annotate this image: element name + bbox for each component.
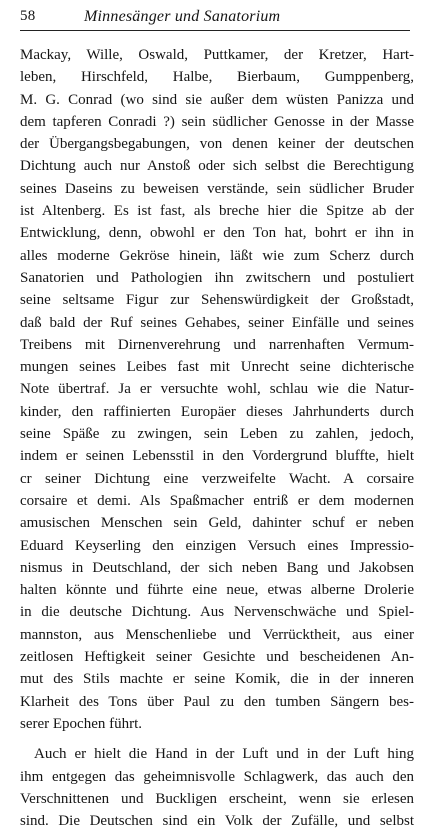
text-line: seines Daseins zu beweisen verstände, sein südlicher Bruder (20, 180, 414, 197)
text-line: in die deutsche Dichtung. Aus Nervenschwäche und Spiel- (20, 604, 414, 621)
text-line: Treibens mit Dirnenverehrung und narrenhaften Vermum- (20, 336, 414, 353)
text-line: alles moderne Gekröse hinein, läßt wie zum Scherz durch (20, 247, 414, 264)
text-line: corsaire et demi. Als Spaßmacher entriß er dem modernen (20, 492, 414, 509)
text-line: mannston, aus Menschenliebe und Verrücktheit, aus einer (20, 626, 414, 643)
page-number: 58 (20, 8, 36, 24)
page-header (20, 4, 410, 31)
body-text (20, 44, 414, 832)
text-line: Verschnittenen und Buckligen erscheint, wenn sie erlesen (20, 790, 414, 807)
text-line: mungen seines Leibes fast mit Unrecht seine dichterische (20, 359, 414, 376)
text-line: Note übertraf. Ja er versuchte wohl, schlau wie die Natur- (20, 381, 414, 398)
text-line: seine Späße zu zwingen, sein Leben zu zahlen, jedoch, (20, 426, 414, 443)
text-line: leben, Hirschfeld, Halbe, Bierbaum, Gumppenberg, (20, 69, 414, 86)
text-line: Mackay, Wille, Oswald, Puttkamer, der Kretzer, Hart- (20, 47, 414, 63)
text-line: ist Altenberg. Es ist fast, als breche hier die Spitze ab der (20, 203, 414, 220)
text-line: indem er seinen Lebensstil in den Vordergrund bluffte, hielt (20, 448, 414, 465)
text-line: Dichtung auch nur Anstoß oder sich selbst die Berechtigung (20, 158, 414, 175)
paragraph-1 (20, 44, 414, 735)
text-line: zeitlosen Heftigkeit seiner Gesichte und bescheidenen An- (20, 649, 414, 666)
text-line: daß bald der Ruf seines Gehabes, seiner Einfälle und seines (20, 314, 414, 331)
text-line: mut des Stils machte er seine Komik, die in der inneren (20, 671, 414, 688)
text-line: Entwicklung, denn, obwohl er den Ton hat, bohrt er ihn in (20, 225, 414, 242)
text-line: serer Epochen führt. (20, 715, 143, 732)
text-line: Klarheit des Tons über Paul zu den tumben Sängern bes- (20, 693, 414, 710)
text-line: ihm entgegen das geheimnisvolle Schlagwerk, das auch den (20, 768, 414, 785)
text-line: sind. Die Deutschen sind ein Volk der Zufälle, und selbst (20, 813, 414, 830)
text-line: nismus in Deutschland, der sich neben Bang und Jakobsen (20, 559, 414, 576)
text-line: amusischen Menschen sein Geld, dahinter schuf er neben (20, 515, 414, 532)
running-title: Minnesänger und Sanatorium (84, 8, 281, 25)
text-line: cr seiner Dichtung eine verzweifelte Wacht. A corsaire (20, 470, 414, 487)
text-line: halten könnte und führte eine neue, etwas alberne Drolerie (20, 582, 414, 599)
text-line: Eduard Keyserling den einzigen Versuch eines Impressio- (20, 537, 414, 554)
text-line: Auch er hielt die Hand in der Luft und in der Luft hing (34, 746, 414, 763)
text-line: kinder, den raffinierten Europäer dieses Jahrhunderts durch (20, 403, 414, 420)
text-line: seine seltsame Figur zur Sehenswürdigkeit der Großstadt, (20, 292, 414, 309)
text-line: dem tapferen Conradi ?) sein südlicher Genosse in der Masse (20, 113, 414, 130)
text-line: Sanatorien und Pathologien ihn zwitschern und postuliert (20, 269, 414, 286)
text-line: M. G. Conrad (wo sind sie außer dem wüsten Panizza und (20, 91, 414, 108)
paragraph-2 (20, 743, 414, 832)
text-line: der Übergangsbegabungen, von denen keiner der deutschen (20, 136, 414, 153)
paragraph-gap (20, 735, 414, 743)
